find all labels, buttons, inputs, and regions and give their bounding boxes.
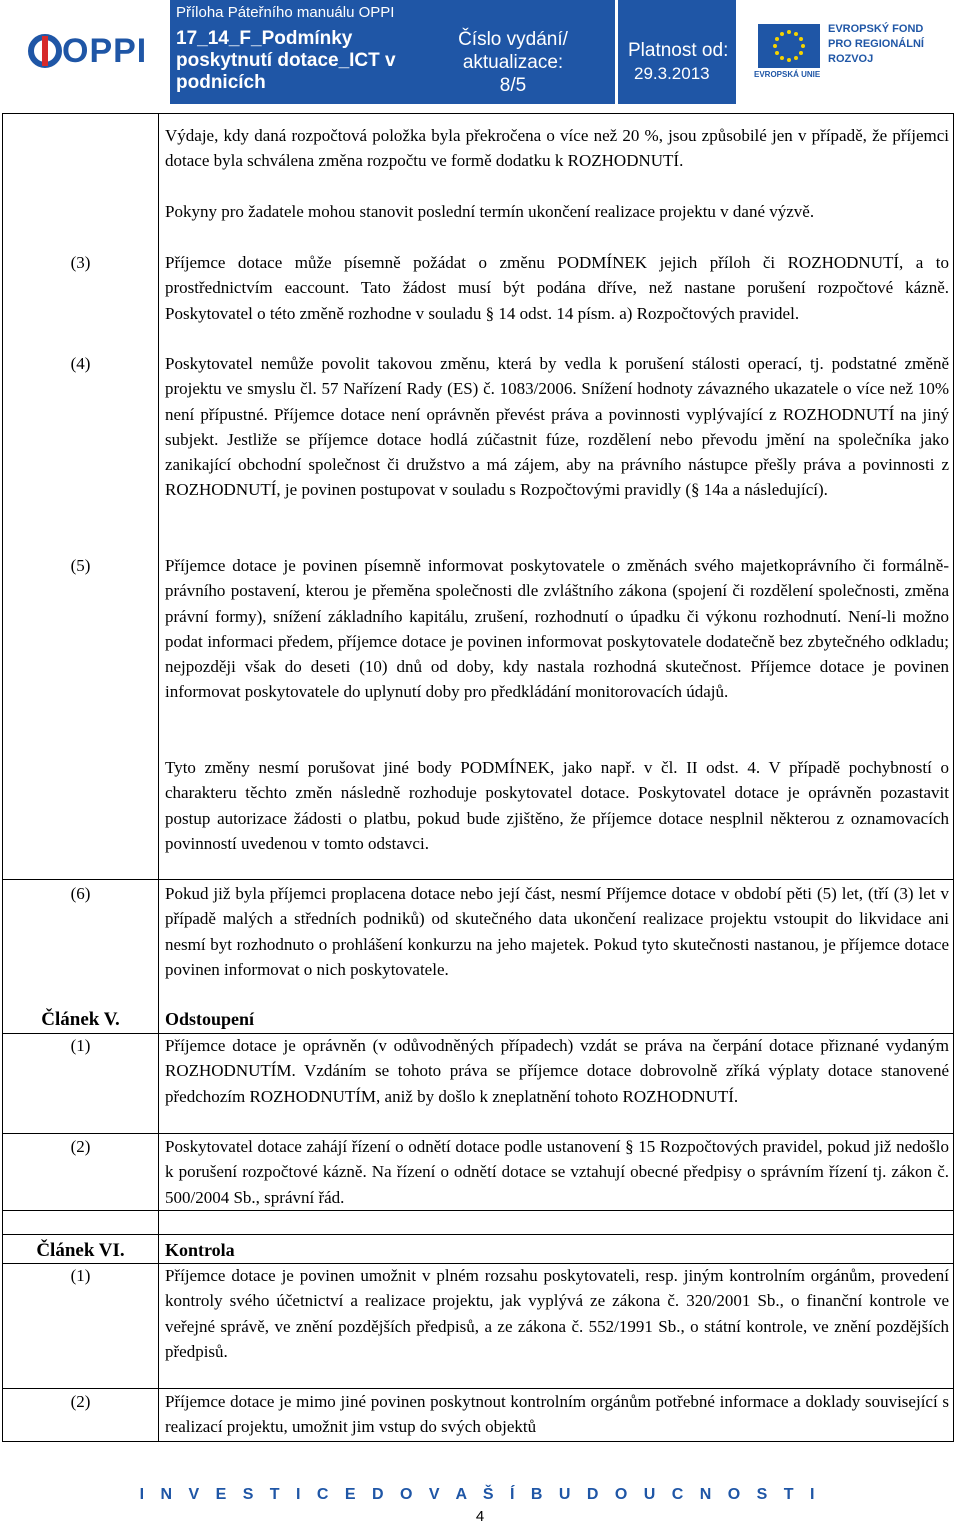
eu-fund-logo (748, 12, 960, 92)
paragraph-number: (2) (70, 1392, 91, 1411)
row-separator (3, 1234, 953, 1235)
eu-union-label: EVROPSKÁ UNIE (754, 70, 821, 79)
eu-fund-text (828, 22, 924, 67)
paragraph-text: Pokud již byla příjemci proplacena dotace nebo její část, nesmí Příjemce dotace v období pěti (5) let, (tří (3) let v případě malých a středních podniků) od skutečného data ukončení realizace projektu vstoupit do likvidace ani nesmí byt rozhodnuto o prohlášení konkurzu na jeho majetek. Pokud tyto skutečnosti nastanou, je příjemce dotace povinen informovat o nich poskytovatele. (165, 884, 949, 979)
paragraph-number: (6) (70, 884, 91, 903)
oppi-logo-icon (28, 32, 62, 70)
validity-value: 29.3.2013 (634, 64, 710, 83)
paragraph-number: (1) (70, 1036, 91, 1055)
paragraph-text: Výdaje, kdy daná rozpočtová položka byla překročena o více než 20 %, jsou způsobilé jen v případě, že příjemci dotace byla schválena změna rozpočtu ve formě dodatku k ROZHODNUTÍ. (165, 126, 949, 171)
article-number: Článek V. (41, 1009, 120, 1030)
eu-flag-icon (758, 24, 820, 68)
issue-label: Číslo vydání/ aktualizace: (458, 29, 568, 73)
eu-fund-line2: PRO REGIONÁLNÍ (828, 38, 924, 50)
eu-fund-line3: ROZVOJ (828, 53, 874, 65)
oppi-logo (0, 14, 165, 84)
paragraph-number: (4) (70, 354, 91, 373)
article-number: Článek VI. (36, 1240, 125, 1261)
document-name: 17_14_F_Podmínky poskytnutí dotace_ICT v podnicích (176, 28, 396, 93)
paragraph-number: (3) (70, 253, 91, 272)
validity-block (618, 0, 736, 104)
paragraph-text: Příjemce dotace může písemně požádat o změnu PODMÍNEK jejich příloh či ROZHODNUTÍ, a to prostřednictvím eaccount. Tato žádost musí být podána dříve, než nastane porušení rozpočtové kázně. Poskytovatel o této změně rozhodne v souladu § 14 odst. 14 písm. a) Rozpočtových pravidel. (165, 253, 949, 323)
paragraph-text: Příjemce dotace je povinen umožnit v plném rozsahu poskytovateli, resp. jiným kontrolním orgánům, provedení kontroly svého účetnictví a realizace projektu, jak vyplývá ze zákona č. 320/2001 Sb., o finanční kontrole ve veřejné správě, ve znění pozdějších předpisů, a ze zákona č. 552/1991 Sb., o státní kontrole, ve znění pozdějších předpisů. (165, 1266, 949, 1361)
header-subtitle: Příloha Páteřního manuálu OPPI (176, 4, 395, 21)
issue-value: 8/5 (499, 75, 527, 96)
paragraph-number: (5) (70, 556, 91, 575)
footer-slogan: I N V E S T I C E D O V A Š Í B U D O U C N O S T I (139, 1486, 821, 1503)
row-separator (3, 1210, 953, 1211)
validity-label: Platnost od: (628, 40, 729, 61)
column-divider (158, 114, 159, 1441)
header-title-block (170, 0, 615, 104)
document-table (2, 113, 954, 1442)
page-header (0, 0, 960, 104)
paragraph-text: Příjemce dotace je mimo jiné povinen poskytnout kontrolním orgánům potřebné informace a doklady související s realizací projektu, umožnit jim vstup do svých objektů (165, 1392, 949, 1437)
paragraph-text: Příjemce dotace je oprávněn (v odůvodněných případech) vzdát se práva na čerpání dotace přiznané vydaným ROZHODNUTÍM. Vzdáním se tohoto práva se příjemce dotace dobrovolně zříká výplaty dotace stanovené předchozím ROZHODNUTÍM, aniž by došlo k zneplatnění tohoto ROZHODNUTÍ. (165, 1036, 949, 1106)
row-separator (3, 879, 953, 880)
article-title: Odstoupení (165, 1009, 255, 1029)
issue-block (448, 28, 578, 97)
paragraph-text: Tyto změny nesmí porušovat jiné body PODMÍNEK, jako např. v čl. II odst. 4. V případě pochybností o charakteru těchto změn následně rozhoduje poskytovatel dotace. Poskytovatel dotace je oprávněn pozastavit postup autorizace žádosti o platbu, pokud bude zjištěno, že příjemce dotace nesplnil některou z oznamovacích povinností uvedenou v tomto odstavci. (165, 758, 949, 853)
paragraph-text: Příjemce dotace je povinen písemně informovat poskytovatele o změnách svého majetkoprávního či formálně-právního postavení, kterou je přeměna společnosti dle zvláštního zákona (spojení či rozdělení společnosti, změna právní formy), snížení základního kapitálu, zrušení, rozhodnutí o úpadku či výkonu rozhodnutí. Není-li možno podat informaci předem, příjemce dotace je povinen informovat poskytovatele dodatečně bez zbytečného odkladu; nejpozději však do deseti (10) dnů od doby, kdy nastala rozhodná skutečnost. Příjemce dotace je povinen informovat poskytovatele do uplynutí doby pro předkládání monitorovacích údajů. (165, 556, 949, 702)
paragraph-text: Poskytovatel dotace zahájí řízení o odnětí dotace podle ustanovení § 15 Rozpočtových pravidel, pokud již nedošlo k porušení rozpočtové kázně. Na řízení o odnětí dotace se vztahují obecné předpisy o správním řízení tj. zákon č. 500/2004 Sb., správní řád. (165, 1137, 949, 1207)
article-title: Kontrola (165, 1240, 235, 1260)
oppi-logo-text: OPPI (62, 32, 148, 70)
eu-fund-line1: EVROPSKÝ FOND (828, 23, 924, 35)
paragraph-text: Poskytovatel nemůže povolit takovou změnu, která by vedla k porušení stálosti operací, tj. podstatné změně projektu ve smyslu čl. 57 Nařízení Rady (ES) č. 1083/2006. Snížení hodnoty závazného ukazatele o více než 10% není přípustné. Příjemce dotace není oprávněn převést práva a povinnosti vyplývající z ROZHODNUTÍ na jiný subjekt. Jestliže se příjemce dotace hodlá zúčastnit fúze, rozdělení nebo převodu jmění na společníka jako zanikající obchodní společnost či družstvo a má zájem, aby na právního nástupce přešly práva a povinnosti z ROZHODNUTÍ, je povinen postupovat v souladu s Rozpočtovými pravidly (§ 14a a následující). (165, 354, 949, 500)
paragraph-text: Pokyny pro žadatele mohou stanovit poslední termín ukončení realizace projektu v dané výzvě. (165, 202, 815, 221)
paragraph-number: (2) (70, 1137, 91, 1156)
paragraph-number: (1) (70, 1266, 91, 1285)
page-number: 4 (475, 1508, 485, 1525)
